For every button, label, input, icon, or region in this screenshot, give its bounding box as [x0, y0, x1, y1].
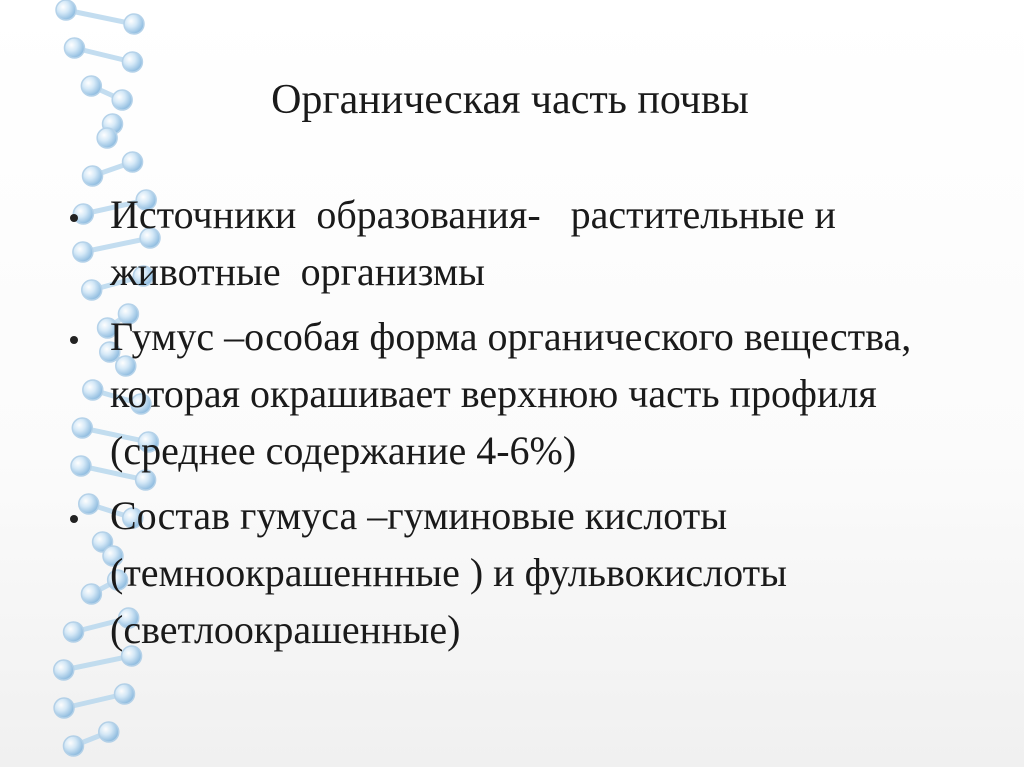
dna-node: [54, 698, 74, 718]
dna-node: [99, 722, 119, 742]
bullet-text: Состав гумуса –гуминовые кислоты (темноокрашеннные ) и фульвокислоты (светлоокрашенные): [110, 493, 797, 652]
dna-node: [97, 128, 117, 148]
bullet-item: [70, 487, 970, 658]
bullet-item: [70, 186, 970, 300]
bullet-dot: [70, 214, 78, 222]
dna-node: [81, 76, 101, 96]
dna-node: [56, 0, 76, 20]
dna-node: [123, 152, 143, 172]
bullet-dot: [70, 515, 78, 523]
dna-node: [63, 736, 83, 756]
dna-node: [112, 90, 132, 110]
slide-title: Органическая часть почвы: [271, 77, 749, 123]
dna-node: [115, 684, 135, 704]
bullet-item: [70, 308, 970, 479]
bullet-dot: [70, 336, 78, 344]
bullet-text: Источники образования- растительные и животные организмы: [110, 192, 846, 294]
dna-node: [124, 14, 144, 34]
bullet-list: [70, 186, 970, 666]
dna-node: [64, 38, 84, 58]
dna-node: [122, 52, 142, 72]
bullet-text: Гумус –особая форма органического вещества, которая окрашивает верхнюю часть профиля (среднее содержание 4-6%): [110, 314, 922, 473]
dna-node: [83, 166, 103, 186]
